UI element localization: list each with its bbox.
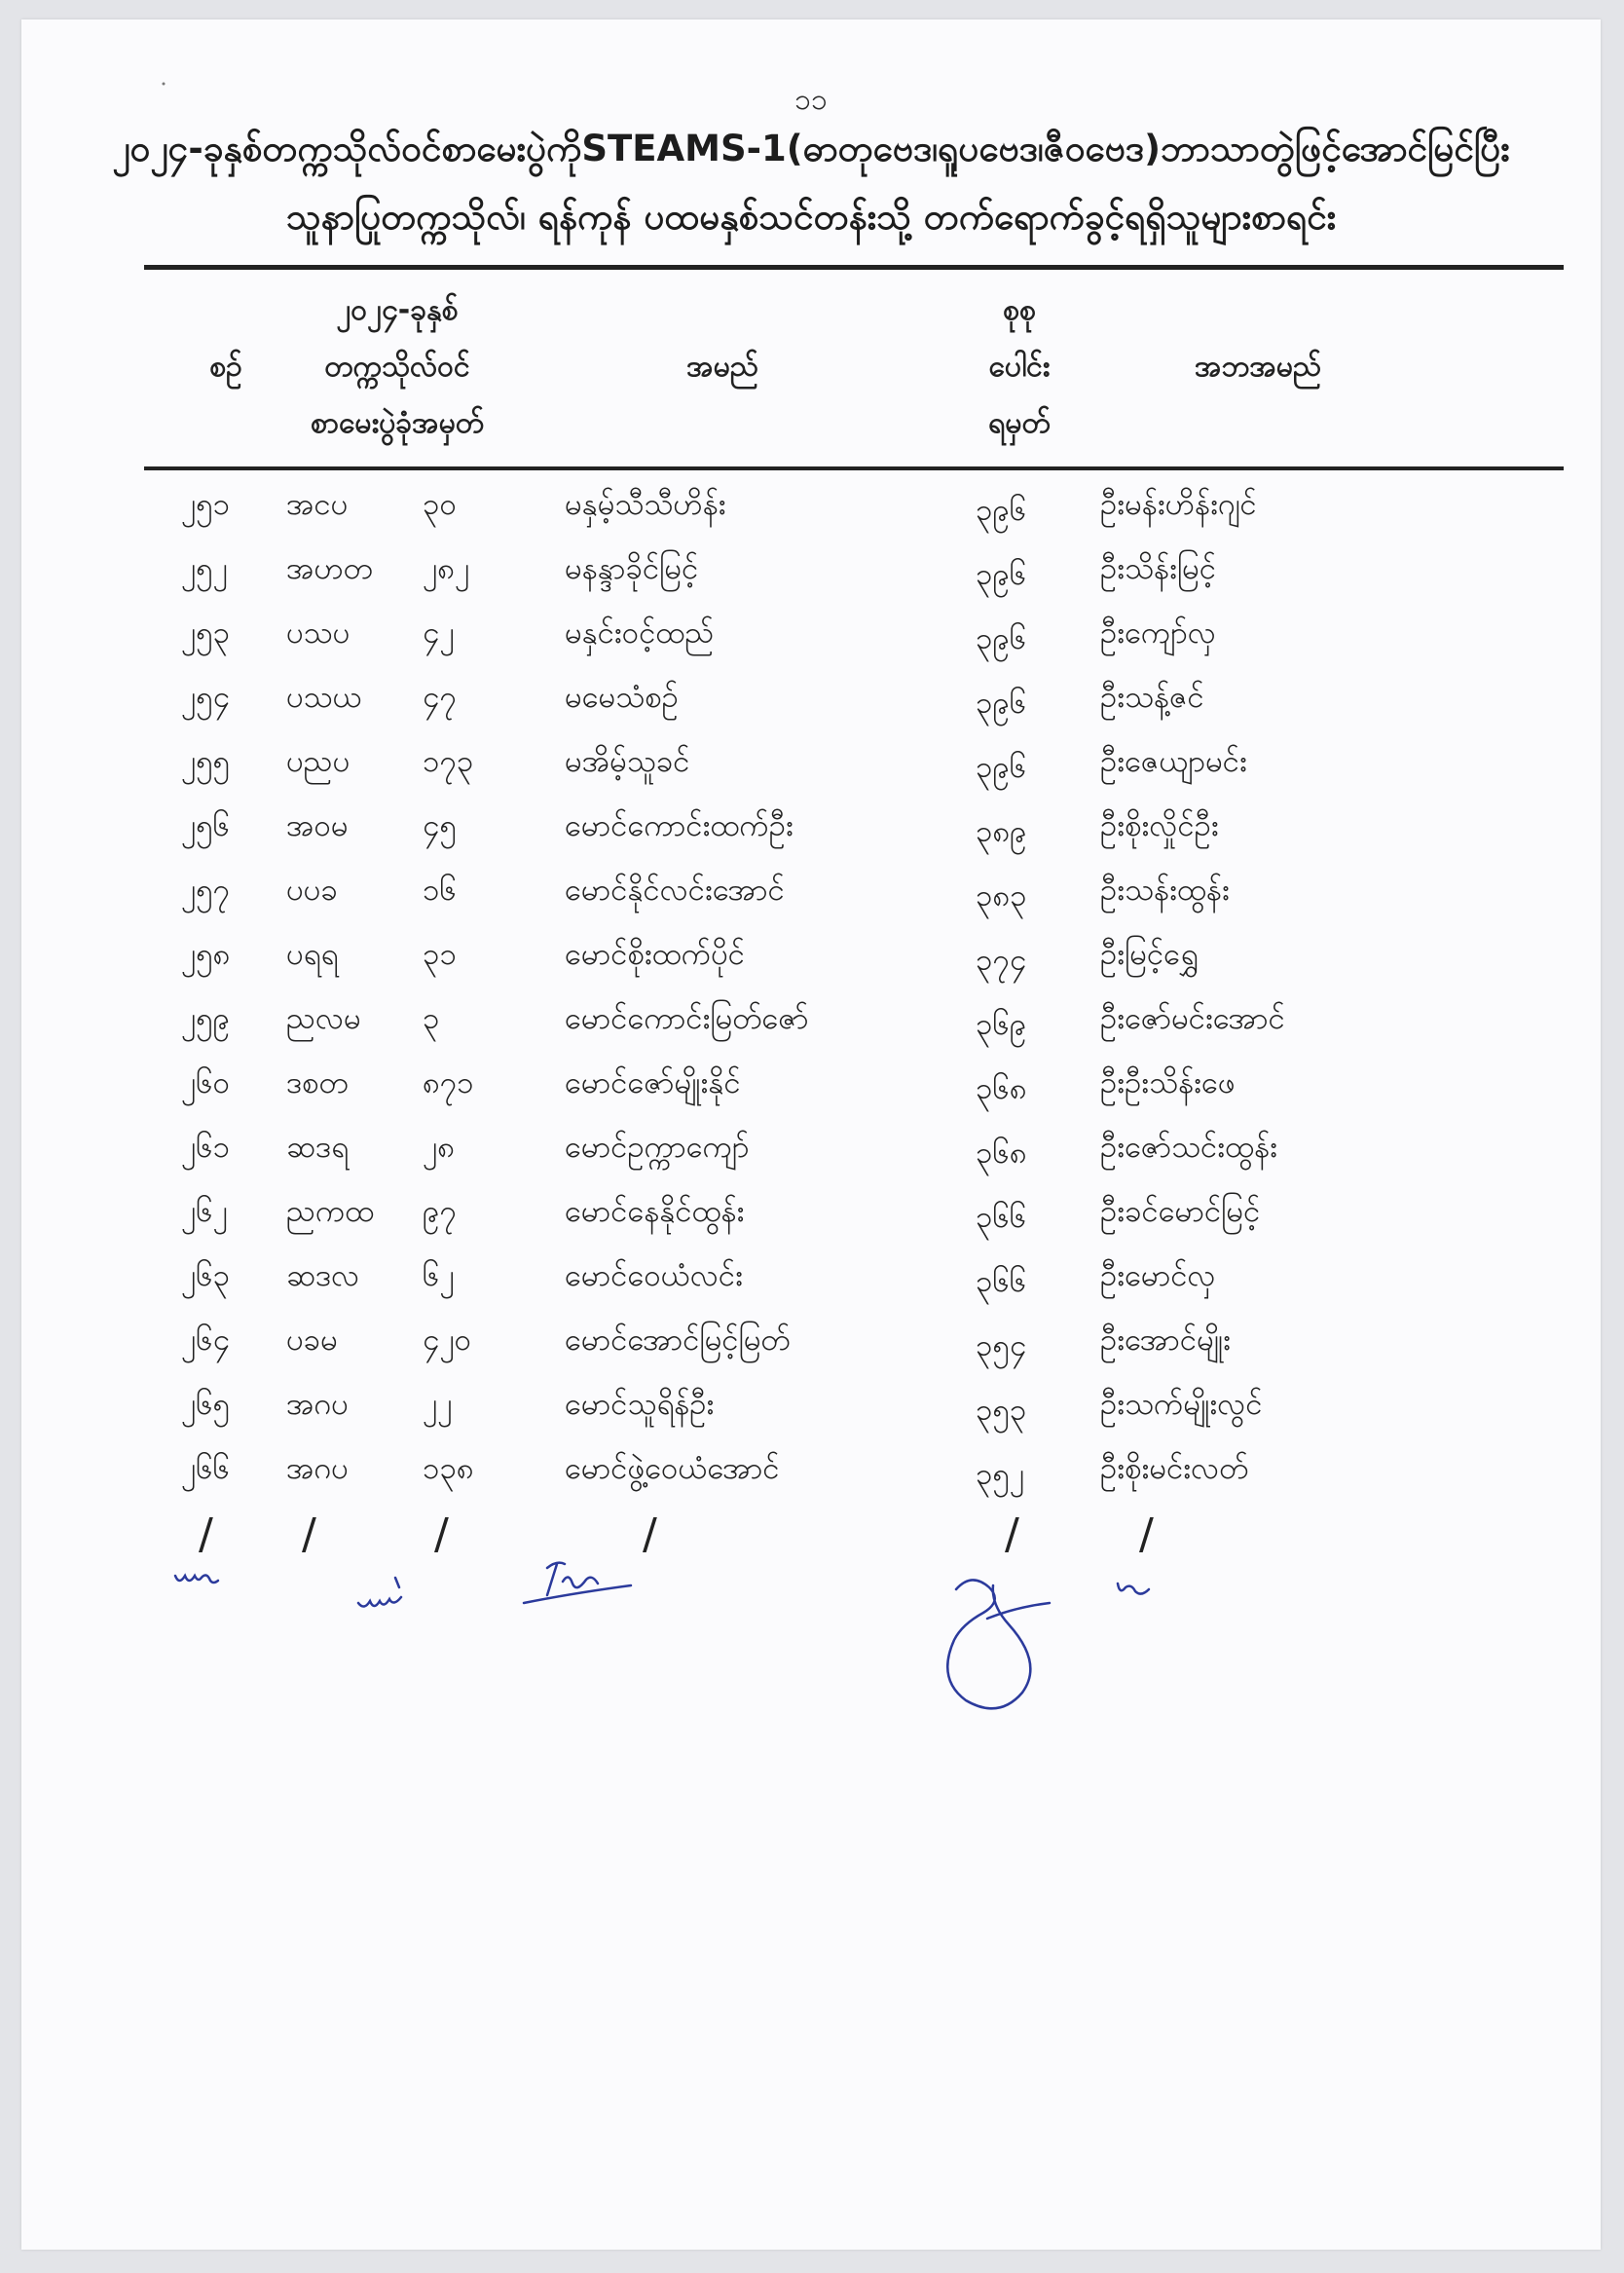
- cell-exam-number: ၄၇: [423, 680, 457, 715]
- table-row: [21, 477, 1601, 541]
- end-mark-total: /: [1005, 1509, 1019, 1559]
- cell-exam-number: ၂၈: [423, 1130, 455, 1165]
- cell-name: မောင်အောင်မြင့်မြတ်: [565, 1323, 791, 1358]
- cell-exam-number: ၂၈၂: [423, 551, 470, 586]
- cell-father-name: ဦးမန်းဟိန်းဂျင်: [1100, 487, 1257, 522]
- table-row: [21, 1120, 1601, 1184]
- cell-exam-code: ပသပ: [286, 615, 351, 651]
- cell-name: မနန္ဒာခိုင်မြင့်: [565, 551, 699, 586]
- cell-name: မောင်နိုင်လင်းအောင်: [565, 873, 785, 908]
- end-mark-name: /: [643, 1509, 657, 1559]
- table-row: [21, 1248, 1601, 1313]
- cell-serial: ၂၆၃: [181, 1258, 231, 1293]
- table-row: [21, 927, 1601, 991]
- document-title-line-2: သူနာပြုတက္ကသိုလ်၊ ရန်ကုန် ပထမနှစ်သင်တန်းသို့ တက်ရောက်ခွင့်ရရှိသူများစာရင်း: [285, 196, 1337, 238]
- cell-exam-code: ညကထ: [286, 1194, 375, 1229]
- cell-serial: ၂၅၃: [181, 615, 231, 651]
- cell-exam-code: ဒစတ: [286, 1065, 349, 1100]
- cell-father-name: ဦးဦးသိန်းဖေ: [1100, 1065, 1236, 1100]
- end-mark-father: /: [1139, 1509, 1154, 1559]
- cell-exam-number: ၂၂: [423, 1387, 453, 1422]
- cell-serial: ၂၅၁: [181, 487, 231, 522]
- document-title-line-1: ၂၀၂၄-ခုနှစ်တက္ကသိုလ်ဝင်စာမေးပွဲကိုSTEAMS-1(ဓာတုဗေဒ၊ရူပဗေဒ၊ဇီဝဗေဒ)ဘာသာတွဲဖြင့်အောင်မြင်ပြီး: [112, 128, 1510, 169]
- header-exam-line-1: ၂၀၂၄-ခုနှစ်: [336, 293, 459, 327]
- cell-father-name: ဦးသိန်းမြင့်: [1100, 551, 1217, 586]
- cell-father-name: ဦးဇော်သင်းထွန်း: [1100, 1130, 1278, 1165]
- cell-total: ၃၅၂: [976, 1457, 1025, 1492]
- cell-exam-number: ၁၃၈: [423, 1451, 474, 1486]
- header-exam-roll: [251, 282, 543, 452]
- cell-name: မောင်ဇော်မျိုးနိုင်: [565, 1065, 741, 1100]
- cell-name: မောင်ဝေယံလင်း: [565, 1258, 743, 1293]
- cell-total: ၃၇၄: [976, 943, 1027, 978]
- cell-exam-code: အဟတ: [286, 551, 373, 586]
- cell-total: ၃၆၆: [976, 1264, 1027, 1299]
- cell-exam-number: ၆၂: [423, 1258, 455, 1293]
- header-total-line-1: စုစု: [1003, 293, 1036, 327]
- table-header-rule: [144, 466, 1564, 470]
- cell-exam-number: ၃: [423, 1001, 440, 1036]
- cell-name: မအိမ့်သူခင်: [565, 744, 690, 779]
- cell-total: ၃၈၉: [976, 814, 1027, 849]
- cell-total: ၃၈၃: [976, 878, 1027, 913]
- end-mark-code: /: [302, 1509, 316, 1559]
- cell-exam-code: ဆဒလ: [286, 1258, 360, 1293]
- table-row: [21, 541, 1601, 606]
- cell-total: ၃၆၈: [976, 1136, 1027, 1171]
- cell-total: ၃၅၄: [976, 1328, 1027, 1363]
- page-number: ၁၁: [794, 83, 828, 117]
- cell-exam-code: ဆဒရ: [286, 1130, 349, 1165]
- signature-3: [524, 1563, 631, 1603]
- header-father-name: အဘအမည်: [1194, 350, 1322, 384]
- cell-exam-code: ညလမ: [286, 1001, 361, 1036]
- cell-serial: ၂၆၄: [181, 1323, 231, 1358]
- header-exam-line-2: တက္ကသိုလ်ဝင်: [324, 350, 470, 384]
- cell-exam-number: ၁၆: [423, 873, 457, 908]
- table-row: [21, 1313, 1601, 1377]
- cell-father-name: ဦးမောင်လှ: [1100, 1258, 1216, 1293]
- cell-total: ၃၅၃: [976, 1393, 1027, 1428]
- cell-father-name: ဦးသက်မျိုးလွင်: [1100, 1387, 1263, 1422]
- table-top-rule: [144, 265, 1564, 270]
- table-row: [21, 863, 1601, 927]
- header-serial: စဉ်: [209, 350, 242, 384]
- cell-exam-code: အဝမ: [286, 808, 349, 843]
- cell-serial: ၂၅၅: [181, 744, 231, 779]
- cell-serial: ၂၅၉: [181, 1001, 231, 1036]
- cell-exam-code: ပခမ: [286, 1323, 338, 1358]
- header-name: အမည်: [686, 350, 758, 384]
- cell-serial: ၂၆၁: [181, 1130, 231, 1165]
- cell-serial: ၂၆၀: [181, 1065, 231, 1100]
- cell-father-name: ဦးသန့်ဇင်: [1100, 680, 1204, 715]
- cell-serial: ၂၆၂: [181, 1194, 228, 1229]
- cell-total: ၃၉၆: [976, 621, 1027, 656]
- cell-name: မောင်ဥက္ကာကျော်: [565, 1130, 750, 1165]
- cell-total: ၃၉၆: [976, 686, 1027, 721]
- header-total-marks: [946, 282, 1092, 452]
- cell-name: မနှမ့်သီသီဟိန်း: [565, 487, 726, 522]
- cell-serial: ၂၅၆: [181, 808, 231, 843]
- cell-exam-number: ၃၁: [423, 937, 457, 972]
- cell-name: မောင်သူရိန်ဦး: [565, 1387, 715, 1422]
- table-row: [21, 1056, 1601, 1120]
- cell-father-name: ဦးသန်းထွန်း: [1100, 873, 1230, 908]
- cell-father-name: ဦးအောင်မျိုး: [1100, 1323, 1232, 1358]
- cell-exam-number: ၄၂၀: [423, 1323, 472, 1358]
- cell-total: ၃၉၆: [976, 750, 1027, 785]
- header-total-line-3: ရမှတ်: [988, 406, 1051, 440]
- cell-father-name: ဦးဇေယျာမင်း: [1100, 744, 1247, 779]
- signature-1: [175, 1575, 218, 1583]
- header-exam-line-3: စာမေးပွဲခုံအမှတ်: [310, 406, 485, 440]
- header-total-line-2: ပေါင်း: [988, 350, 1051, 384]
- cell-serial: ၂၅၂: [181, 551, 228, 586]
- cell-exam-code: အငပ: [286, 487, 349, 522]
- cell-exam-number: ၁၇၃: [423, 744, 474, 779]
- cell-total: ၃၆၆: [976, 1200, 1027, 1235]
- cell-total: ၃၉၆: [976, 557, 1027, 592]
- cell-name: မောင်ကောင်းထက်ဦး: [565, 808, 794, 843]
- table-body: [21, 477, 1601, 1506]
- cell-serial: ၂၅၈: [181, 937, 231, 972]
- cell-exam-number: ၈၇၁: [423, 1065, 474, 1100]
- cell-father-name: ဦးဇော်မင်းအောင်: [1100, 1001, 1285, 1036]
- cell-exam-number: ၄၅: [423, 808, 457, 843]
- cell-name: မောင်ဖွဲ့ဝေယံအောင်: [565, 1451, 780, 1486]
- cell-exam-code: အဂပ: [286, 1387, 349, 1422]
- signature-5: [1118, 1584, 1149, 1594]
- cell-serial: ၂၆၆: [181, 1451, 231, 1486]
- cell-name: မနှင်းဝင့်ထည်: [565, 615, 715, 651]
- cell-exam-code: ပပခ: [286, 873, 338, 908]
- document-page: [21, 19, 1601, 2250]
- cell-total: ၃၉၆: [976, 493, 1027, 528]
- cell-exam-code: ပရရ: [286, 937, 339, 972]
- cell-exam-number: ၄၂: [423, 615, 455, 651]
- cell-name: မောင်စိုးထက်ပိုင်: [565, 937, 745, 972]
- cell-exam-code: ပညပ: [286, 744, 351, 779]
- cell-serial: ၂၅၇: [181, 873, 231, 908]
- table-row: [21, 1184, 1601, 1248]
- cell-serial: ၂၅၄: [181, 680, 231, 715]
- cell-name: မမေသံစဉ်: [565, 680, 679, 715]
- signature-2: [358, 1578, 401, 1607]
- table-row: [21, 1377, 1601, 1441]
- cell-father-name: ဦးစိုးမင်းလတ်: [1100, 1451, 1249, 1486]
- table-row: [21, 734, 1601, 799]
- cell-name: မောင်ကောင်းမြတ်ဇော်: [565, 1001, 809, 1036]
- cell-father-name: ဦးစိုးလှိုင်ဦး: [1100, 808, 1219, 843]
- cell-exam-number: ၃၀: [423, 487, 457, 522]
- cell-exam-code: ပသယ: [286, 680, 362, 715]
- table-row: [21, 1441, 1601, 1506]
- table-row: [21, 991, 1601, 1056]
- table-row: [21, 606, 1601, 670]
- cell-serial: ၂၆၅: [181, 1387, 231, 1422]
- table-row: [21, 670, 1601, 734]
- cell-total: ၃၆၈: [976, 1071, 1027, 1106]
- end-mark-number: /: [434, 1509, 449, 1559]
- table-row: [21, 799, 1601, 863]
- cell-father-name: ဦးမြင့်ရွှေ: [1100, 937, 1199, 972]
- end-mark-serial: /: [199, 1509, 213, 1559]
- cell-name: မောင်နေနိုင်ထွန်း: [565, 1194, 745, 1229]
- signature-4: [947, 1580, 1050, 1708]
- cell-exam-code: အဂပ: [286, 1451, 349, 1486]
- cell-father-name: ဦးကျော်လှ: [1100, 615, 1216, 651]
- cell-exam-number: ၉၇: [423, 1194, 457, 1229]
- cell-total: ၃၆၉: [976, 1007, 1027, 1042]
- cell-father-name: ဦးခင်မောင်မြင့်: [1100, 1194, 1261, 1229]
